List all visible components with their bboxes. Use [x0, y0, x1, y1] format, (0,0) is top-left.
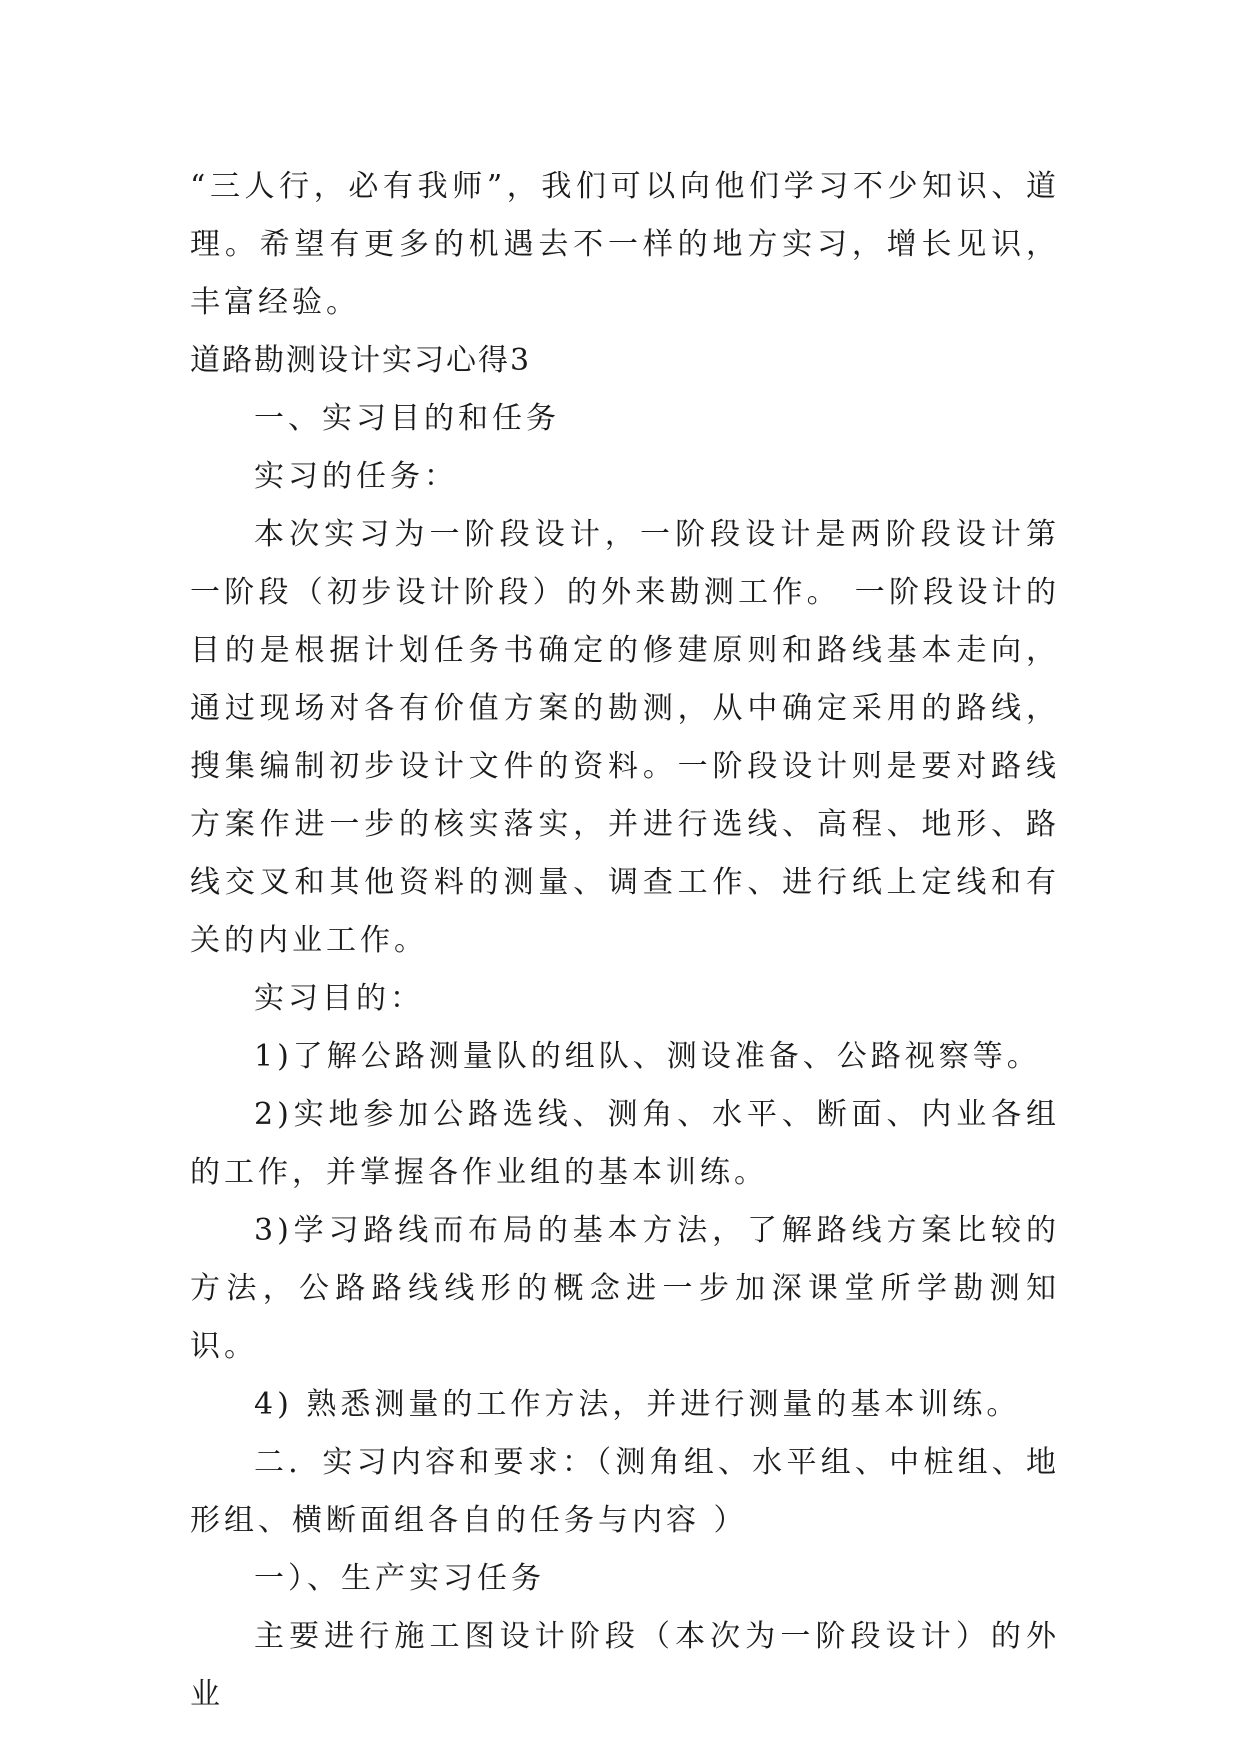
- heading-purpose-and-tasks: 一、实习目的和任务: [254, 401, 560, 436]
- list-item-4: 4) 熟悉测量的工作方法，并进行测量的基本训练。: [254, 1387, 1021, 1422]
- document-body: [190, 158, 1060, 1724]
- list-item-1: 1)了解公路测量队的组队、测设准备、公路视察等。: [254, 1039, 1041, 1074]
- list-item-2: 2)实地参加公路选线、测角、水平、断面、内业各组的工作，并掌握各作业组的基本训练。: [190, 1097, 1060, 1190]
- heading-content-and-requirements: 二．实习内容和要求：（测角组、水平组、中桩组、地形组、横断面组各自的任务与内容 ）: [190, 1445, 1060, 1538]
- paragraph-quote-conclusion: “三人行，必有我师”，我们可以向他们学习不少知识、道理。希望有更多的机遇去不一样的地方实习，增长见识，丰富经验。: [190, 169, 1060, 320]
- section-title: 道路勘测设计实习心得3: [190, 343, 532, 378]
- subheading-production-tasks: 一）、生产实习任务: [254, 1561, 545, 1596]
- paragraph-production-tasks-body: 主要进行施工图设计阶段（本次为一阶段设计）的外业: [190, 1619, 1060, 1712]
- paragraph-tasks-body: 本次实习为一阶段设计，一阶段设计是两阶段设计第一阶段（初步设计阶段）的外来勘测工作。 一阶段设计的目的是根据计划任务书确定的修建原则和路线基本走向，通过现场对各有价值方案的勘测，从中确定采用的路线，搜集编制初步设计文件的资料。一阶段设计则是要对路线方案作进一步的核实落实，并进行选线、高程、地形、路线交叉和其他资料的测量、调查工作、进行纸上定线和有关的内业工作。: [190, 517, 1060, 958]
- subheading-tasks: 实习的任务：: [254, 459, 458, 494]
- list-item-3: 3)学习路线而布局的基本方法，了解路线方案比较的方法，公路路线线形的概念进一步加深课堂所学勘测知识。: [190, 1213, 1060, 1364]
- subheading-purpose: 实习目的：: [254, 981, 424, 1016]
